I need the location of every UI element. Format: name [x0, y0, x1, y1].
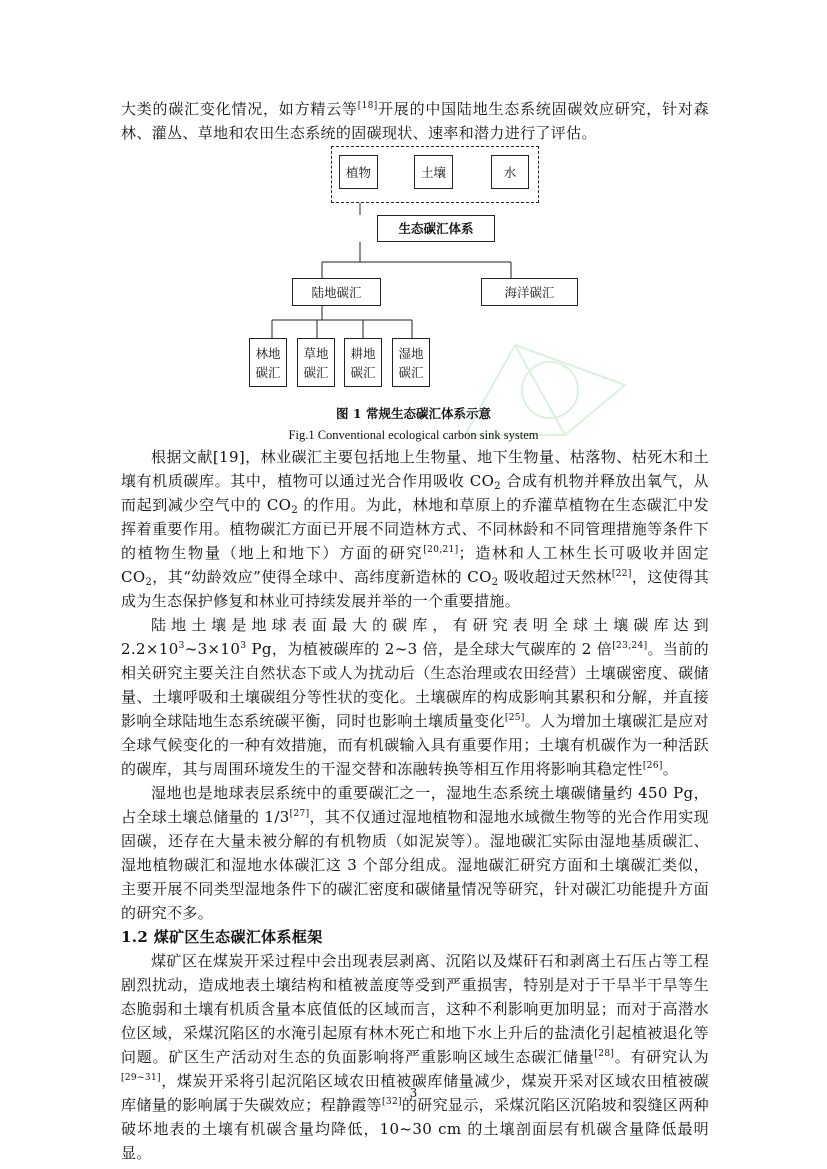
paragraph-soil-carbon: 陆地土壤是地球表面最大的碳库，有研究表明全球土壤碳库达到 $2.2\times 10^3\sim 3\times 10^3$ Pg，为植被碳库的 2~3 倍，是全球大气碳库的 2 倍[23,24]。当前的相关研究主要关注自然状态下或人为扰动后（生态治理或农田经营）土壤碳密度、碳储量、土壤呼吸和土壤碳组分等性状的变化。土壤碳库的构成影响其累积和分解，并直接影响全球陆地生态系统碳平衡，同时也影响土壤质量变化[25]。人为增加土壤碳汇是应对全球气候变化的一种有效措施，而有机碳输入具有重要作用；土壤有机碳作为一种活跃的碳库，其与周围环境发生的干湿交替和冻融转换等相互作用将影响其稳定性[26]。: [121, 616, 710, 778]
box-forest-carbon-sink: [249, 338, 287, 387]
citation-29-31: [29~31]: [121, 1073, 161, 1083]
wetland-label-2: 碳汇: [398, 364, 424, 380]
forest-label-1: 林地: [255, 345, 281, 361]
figure-caption-cn: 图 1 常规生态碳汇体系示意: [336, 406, 491, 421]
paragraph-mining-area: 煤矿区在煤炭开采过程中会出现表层剥离、沉陷以及煤矸石和剥离土石压占等工程剧烈扰动，造成地表土壤结构和植被盖度等受到严重损害，特别是对于干旱半干旱等生态脆弱和土壤有机质含量本底值低的区域而言，这种不利影响更加明显；而对于高潜水位区域，采煤沉陷区的水淹引起原有林木死亡和地下水上升后的盐渍化引起植被退化等问题。矿区生产活动对生态的负面影响将严重影响区域生态碳汇储量[28]。有研究认为[29~31]，煤炭开采将引起沉陷区域农田植被碳库储量减少，煤炭开采对区域农田植被碳库储量的影响属于失碳效应；程静霞等[32]的研究显示，采煤沉陷区沉陷坡和裂缝区两种破坏地表的土壤有机碳含量均降低，10~30 cm 的土壤剖面层有机碳含量降低最明显。: [121, 952, 709, 1162]
paragraph-forest-carbon: 根据文献[19]，林业碳汇主要包括地上生物量、地下生物量、枯落物、枯死木和土壤有机质碳库。其中，植物可以通过光合作用吸收 $CO_2$ 合成有机物并释放出氧气，从而起到减少空气中的 $CO_2$ 的作用。为此，林地和草原上的乔灌草植物在生态碳汇中发挥着重要作用。植物碳汇方面已开展不同造林方式、不同林龄和不同管理措施等条件下的植物生物量（地上和地下）方面的研究[20,21]；造林和人工林生长可吸收并固定 $CO_2$，其“幼龄效应”使得全球中、高纬度新造林的 $CO_2$ 吸收超过天然林[22]，这使得其成为生态保护修复和林业可持续发展并举的一个重要措施。: [121, 448, 710, 610]
citation-32: [32]: [382, 1097, 402, 1107]
citation-22: [22]: [611, 569, 632, 579]
forest-label-2: 碳汇: [255, 364, 281, 380]
box-ocean-carbon-sink: 海洋碳汇: [481, 278, 578, 306]
wetland-label-1: 湿地: [398, 345, 424, 361]
citation-28: [28]: [594, 1049, 615, 1059]
section-heading-1-2: 1.2 煤矿区生态碳汇体系框架: [121, 928, 323, 946]
box-wetland-carbon-sink: [392, 338, 430, 387]
intro-paragraph: [121, 97, 709, 145]
watermark-logo: [455, 325, 635, 445]
intro-text-2: 开展的中国陆地生态系统固碳效应研究，针对森林、灌丛、草地和农田生态系统的固碳现状、速率和潜力进行了评估。: [121, 100, 709, 142]
box-terrestrial-carbon-sink: 陆地碳汇: [292, 278, 381, 306]
citation-23-24: [23,24]: [612, 641, 648, 651]
citation-27: [27]: [289, 809, 310, 819]
box-water: 水: [491, 155, 529, 189]
box-cropland-carbon-sink: [344, 338, 382, 387]
box-plant: 植物: [339, 155, 378, 189]
cropland-label-2: 碳汇: [350, 364, 376, 380]
body-text: [121, 445, 709, 1165]
grassland-label-1: 草地: [303, 345, 329, 361]
grassland-label-2: 碳汇: [303, 364, 329, 380]
citation-25: [25]: [504, 713, 525, 723]
box-ecological-carbon-sink-system: 生态碳汇体系: [377, 215, 495, 242]
paragraph-wetland-carbon: 湿地也是地球表层系统中的重要碳汇之一，湿地生态系统土壤碳储量约 450 Pg，占全球土壤总储量的 1/3[27]，其不仅通过湿地植物和湿地水域微生物等的光合作用实现固碳，还存在大量未被分解的有机物质（如泥炭等）。湿地碳汇实际由湿地基质碳汇、湿地植物碳汇和湿地水体碳汇这 3 个部分组成。湿地碳汇研究方面和土壤碳汇类似，主要开展不同类型湿地条件下的碳汇密度和碳储量情况等研究，针对碳汇功能提升方面的研究不多。: [121, 784, 709, 922]
cropland-label-1: 耕地: [350, 345, 376, 361]
figure-caption-en: Fig.1 Conventional ecological carbon sink system: [288, 428, 539, 442]
citation-20-21: [20,21]: [423, 545, 459, 555]
page-number: 3: [409, 1086, 418, 1100]
box-soil: 土壤: [414, 155, 453, 189]
intro-text-1: 大类的碳汇变化情况，如方精云等: [121, 100, 358, 118]
box-grassland-carbon-sink: [297, 338, 335, 387]
citation-18: [18]: [357, 101, 378, 111]
citation-26: [26]: [642, 761, 663, 771]
